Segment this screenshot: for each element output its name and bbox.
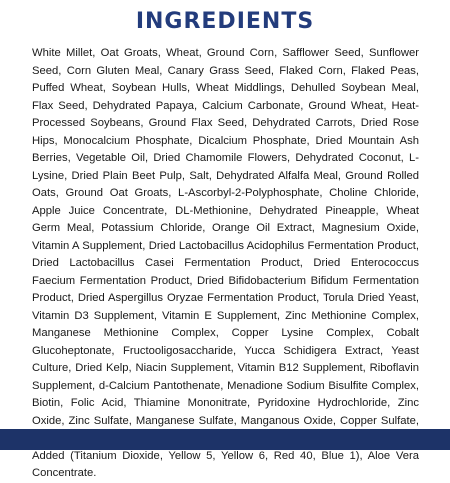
ingredients-list: White Millet, Oat Groats, Wheat, Ground Corn, Safflower Seed, Sunflower Seed, Corn Gluten Meal, Canary Grass Seed, Flaked Corn, Flaked Peas, Puffed Wheat, Soybean Hulls, Wheat Middlings, Dehulled Soybean Meal, Flax Seed, Dehydrated Papaya, Calcium Carbonate, Ground Wheat, Heat-Processed Soybeans, Ground Flax Seed, Dehydrated Carrots, Dried Rose Hips, Monocalcium Phosphate, Dicalcium Phosphate, Dried Mountain Ash Berries, Vegetable Oil, Dried Chamomile Flowers, Dehydrated Coconut, L-Lysine, Dried Plain Beet Pulp, Salt, Dehydrated Alfalfa Meal, Ground Rolled Oats, Ground Oat Groats, L-Ascorbyl-2-Polyphosphate, Choline Chloride, Apple Juice Concentrate, DL-Methionine, Dehydrated Pineapple, Wheat Germ Meal, Potassium Chloride, Orange Oil Extract, Magnesium Oxide, Vitamin A Supplement, Dried Lactobacillus Acidophilus Fermentation Product, Dried Lactobacillus Casei Fermentation Product, Dried Enterococcus Faecium Fermentation Product, Dried Bifidobacterium Bifidum Fermentation Product, Dried Aspergillus Oryzae Fermentation Product, Torula Dried Yeast, Vitamin D3 Supplement, Vitamin E Supplement, Zinc Methionine Complex, Manganese Methionine Complex, Copper Lysine Complex, Cobalt Glucoheptonate, Fructooligosaccharide, Yucca Schidigera Extract, Yeast Culture, Dried Kelp, Niacin Supplement, Vitamin B12 Supplement, Riboflavin Supplement, d-Calcium Pantothenate, Menadione Sodium Bisulfite Complex, Biotin, Folic Acid, Thiamine Mononitrate, Pyridoxine Hydrochloride, Zinc Oxide, Zinc Sulfate, Manganese Sulfate, Manganous Oxide, Copper Sulfate, Added (Titanium Dioxide, Yellow 5, Yellow 6, Red 40, Blue 1), Aloe Vera Concentrate. — [32, 47, 419, 479]
footer-band — [0, 429, 450, 450]
ingredients-title: INGREDIENTS — [135, 9, 315, 34]
